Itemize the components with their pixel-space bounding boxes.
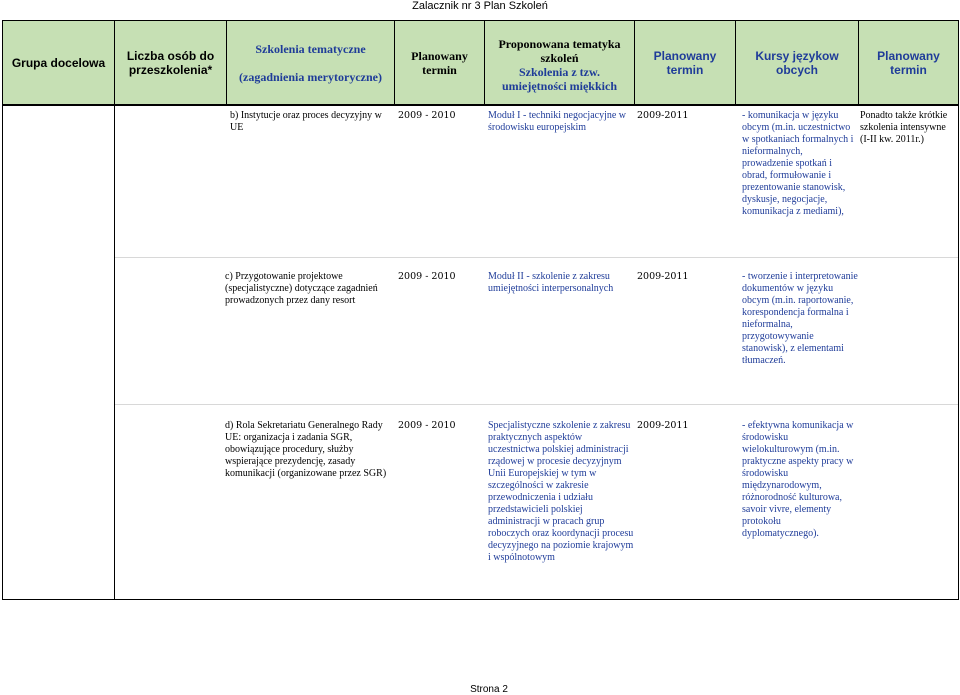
grid-col-3-header: [394, 20, 395, 106]
grid-top: [2, 20, 958, 21]
header-planned-term-2: Planowany termin: [635, 21, 735, 104]
header-planned-term-3: Planowany termin: [859, 21, 958, 104]
grid-col-5-header: [634, 20, 635, 106]
page-caption: Zalacznik nr 3 Plan Szkoleń: [412, 0, 548, 12]
row-term-1: 2009 - 2010: [398, 110, 456, 121]
row-term-2: 2009-2011: [637, 420, 689, 431]
grid-row-sep-2: [115, 404, 958, 405]
row-soft-skills: - tworzenie i interpretowanie dokumentów w języku obcym (m.in. raportowanie, korespondencja formalna i nieformalna, przygotowywanie stanowisk), z elementami tłumaczeń.: [742, 271, 858, 366]
row-soft-skills: - komunikacja w języku obcym (m.in. uczestnictwo w spotkaniach formalnych i nieformalnych, prowadzenie spotkań i obrad, formułowanie i prezentowanie stanowisk, dyskusje, negocjacje, komunikacja z mediami),: [742, 110, 854, 217]
grid-bottom: [2, 599, 959, 600]
header-thematic: [227, 21, 394, 104]
row-topic: d) Rola Sekretariatu Generalnego Rady UE: organizacja i zadania SGR, obowiązujące procedury, służby wspierające prezydencję, zasady komunikacji (organizowane przez SGR): [225, 420, 387, 479]
grid-row-sep-1: [115, 257, 958, 258]
header-thematic-title: Szkolenia tematyczne: [255, 42, 366, 56]
header-languages: Kursy językow obcych: [736, 21, 858, 104]
row-language-courses: Ponadto także krótkie szkolenia intensywne (I-II kw. 2011r.): [860, 110, 948, 145]
row-topic: b) Instytucje oraz proces decyzyjny w UE: [230, 110, 382, 133]
grid-col-2-header: [226, 20, 227, 106]
row-term-2: 2009-2011: [637, 271, 689, 282]
row-term-2: 2009-2011: [637, 110, 689, 121]
row-module: Moduł I - techniki negocjacyjne w środowisku europejskim: [488, 110, 627, 133]
grid-header-bottom: [2, 104, 958, 106]
page-footer: Strona 2: [470, 684, 508, 695]
grid-col-1: [114, 20, 115, 600]
header-target-group: Grupa docelowa: [3, 21, 114, 104]
grid-col-7-header: [858, 20, 859, 106]
row-topic: c) Przygotowanie projektowe (specjalistyczne) dotyczące zagadnień prowadzonych przez dany resort: [225, 271, 378, 306]
header-proposed-title: Proponowana tematyka szkoleń: [498, 37, 621, 65]
row-term-1: 2009 - 2010: [398, 420, 456, 431]
header-participants: Liczba osób do przeszkolenia*: [115, 21, 226, 104]
header-planned-term-1: Planowany termin: [395, 21, 484, 104]
row-module: Specjalistyczne szkolenie z zakresu praktycznych aspektów uczestnictwa polskiej administracji rządowej w procesie decyzyjnym Unii Europejskiej w tym w szczególności w zakresie przewodniczenia i udziału przedstawicieli polskiej administracji w pracach grup roboczych oraz koordynacji procesu decyzyjnego na poziomie krajowym i wspólnotowym: [488, 420, 634, 563]
row-term-1: 2009 - 2010: [398, 271, 456, 282]
header-soft-skills: Szkolenia z tzw. umiejętności miękkich: [502, 65, 617, 93]
grid-right: [958, 20, 959, 600]
grid-left: [2, 20, 3, 600]
grid-col-4-header: [484, 20, 485, 106]
header-thematic-sub: (zagadnienia merytoryczne): [239, 70, 382, 84]
header-proposed: [485, 21, 634, 104]
grid-col-6-header: [735, 20, 736, 106]
row-soft-skills: - efektywna komunikacja w środowisku wielokulturowym (m.in. praktyczne aspekty pracy w środowisku międzynarodowym, różnorodność kulturowa, savoir vivre, elementy protokołu dyplomatycznego).: [742, 420, 854, 539]
row-module: Moduł II - szkolenie z zakresu umiejętności interpersonalnych: [488, 271, 614, 294]
